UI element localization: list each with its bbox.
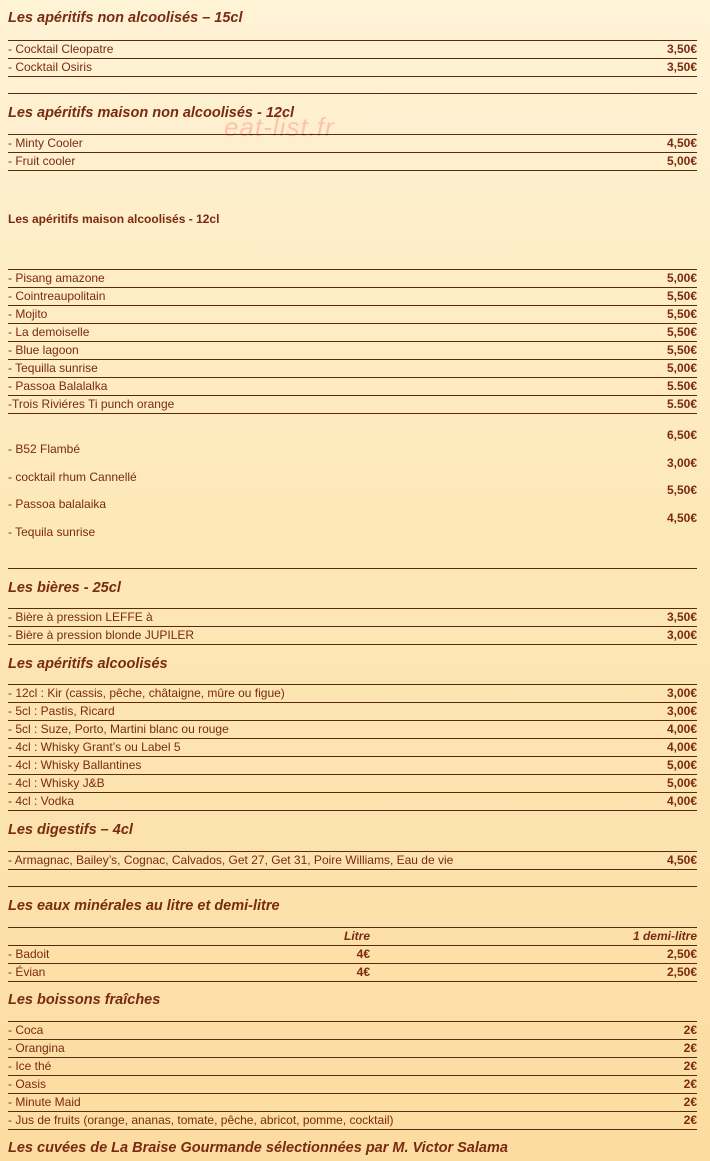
- menu-row: [8, 152, 697, 171]
- item-price: 4,00€: [666, 722, 697, 736]
- section-title-boissons-fraiches: Les boissons fraîches: [8, 992, 161, 1008]
- item-price: 5,00€: [666, 271, 697, 285]
- menu-row: [8, 756, 697, 775]
- item-price: 5,50€: [666, 307, 697, 321]
- menu-row: [8, 702, 697, 721]
- item-price: 2€: [683, 1023, 697, 1037]
- menu-row: [8, 287, 697, 306]
- item-name: - Cocktail Osiris: [8, 60, 93, 74]
- item-price: 5,50€: [666, 289, 697, 303]
- item-name: - Minty Cooler: [8, 136, 83, 150]
- item-price: 3,00€: [666, 456, 697, 470]
- item-price: 5,50€: [666, 343, 697, 357]
- item-price: 4,50€: [666, 136, 697, 150]
- item-price: 3,50€: [666, 610, 697, 624]
- section-title-aperitifs-alcoolises: Les apéritifs alcoolisés: [8, 656, 168, 672]
- item-price: 4,50€: [666, 853, 697, 867]
- item-name: - 4cl : Whisky Ballantines: [8, 758, 142, 772]
- watermark: eat-list.fr: [224, 112, 335, 142]
- item-name: - Bière à pression blonde JUPILER: [8, 628, 195, 642]
- item-name: - Passoa Balalalka: [8, 379, 108, 393]
- item-name: - Passoa balalaika: [8, 497, 107, 511]
- section-title-aperitifs-maison-alcoolises: Les apéritifs maison alcoolisés - 12cl: [8, 212, 220, 226]
- item-price: 5,00€: [666, 154, 697, 168]
- item-price: 2€: [683, 1077, 697, 1091]
- item-name: - Cointreaupolitain: [8, 289, 106, 303]
- item-price: 4,00€: [666, 740, 697, 754]
- menu-row: [8, 341, 697, 360]
- menu-row: [8, 1021, 697, 1040]
- menu-row: [8, 305, 697, 324]
- item-price: 5,00€: [666, 361, 697, 375]
- item-price: 5.50€: [666, 397, 697, 411]
- item-name: - Tequila sunrise: [8, 525, 96, 539]
- item-price: 5.50€: [666, 379, 697, 393]
- section-title-aperitifs-non-alcoolises: Les apéritifs non alcoolisés – 15cl: [8, 10, 243, 26]
- item-price: 6,50€: [666, 428, 697, 442]
- item-name: - 5cl : Suze, Porto, Martini blanc ou rouge: [8, 722, 229, 736]
- divider: [8, 886, 697, 887]
- menu-row: [8, 395, 697, 414]
- item-name: - Tequilla sunrise: [8, 361, 98, 375]
- column-header-demi-litre: 1 demi-litre: [632, 929, 697, 943]
- item-price: 2€: [683, 1113, 697, 1127]
- item-price: 3,50€: [666, 60, 697, 74]
- item-name: - Cocktail Cleopatre: [8, 42, 114, 56]
- item-name: - 5cl : Pastis, Ricard: [8, 704, 115, 718]
- item-name: - 4cl : Whisky J&B: [8, 776, 105, 790]
- item-name: - Jus de fruits (orange, ananas, tomate, pêche, abricot, pomme, cocktail): [8, 1113, 394, 1127]
- item-price-litre: 4€: [356, 947, 370, 961]
- menu-row: [8, 720, 697, 739]
- item-price: 2€: [683, 1041, 697, 1055]
- divider: [8, 93, 697, 94]
- item-name: - B52 Flambé: [8, 442, 81, 456]
- item-price: 2€: [683, 1095, 697, 1109]
- item-price: 5,00€: [666, 776, 697, 790]
- menu-row: [8, 774, 697, 793]
- item-price: 5,50€: [666, 483, 697, 497]
- menu-row: [8, 608, 697, 627]
- item-price: 4,50€: [666, 511, 697, 525]
- item-price: 2€: [683, 1059, 697, 1073]
- menu-row: [8, 851, 697, 870]
- menu-row: [8, 377, 697, 396]
- item-name: - 4cl : Vodka: [8, 794, 75, 808]
- item-name: - Orangina: [8, 1041, 65, 1055]
- item-price: 3,00€: [666, 686, 697, 700]
- item-name: - Badoit: [8, 947, 50, 961]
- section-title-bieres: Les bières - 25cl: [8, 580, 121, 596]
- menu-row: [8, 359, 697, 378]
- menu-row: [8, 1039, 697, 1058]
- item-price-litre: 4€: [356, 965, 370, 979]
- menu-row: [8, 1057, 697, 1076]
- menu-row: [8, 134, 697, 153]
- menu-row: [8, 1075, 697, 1094]
- menu-row: [8, 626, 697, 645]
- section-title-cuvees: Les cuvées de La Braise Gourmande sélectionnées par M. Victor Salama: [8, 1140, 508, 1156]
- item-name: - Pisang amazone: [8, 271, 105, 285]
- item-name: - 12cl : Kir (cassis, pêche, châtaigne, mûre ou figue): [8, 686, 285, 700]
- item-name: - Oasis: [8, 1077, 47, 1091]
- column-header-litre: Litre: [343, 929, 370, 943]
- item-name: - Minute Maid: [8, 1095, 81, 1109]
- item-price: 3,50€: [666, 42, 697, 56]
- item-name: - Ice thé: [8, 1059, 52, 1073]
- menu-row: [8, 1111, 697, 1130]
- item-price: 4,00€: [666, 794, 697, 808]
- item-price: 5,50€: [666, 325, 697, 339]
- menu-row: [8, 40, 697, 59]
- item-name: - Bière à pression LEFFE à: [8, 610, 153, 624]
- section-title-eaux-minerales: Les eaux minérales au litre et demi-litre: [8, 898, 280, 914]
- item-price: 3,00€: [666, 628, 697, 642]
- item-name: - 4cl : Whisky Grant’s ou Label 5: [8, 740, 181, 754]
- menu-row: [8, 323, 697, 342]
- section-title-aperitifs-maison-non-alcoolises: Les apéritifs maison non alcoolisés - 12cl: [8, 105, 295, 121]
- item-name: - Coca: [8, 1023, 44, 1037]
- item-price: 5,00€: [666, 758, 697, 772]
- section-title-digestifs: Les digestifs – 4cl: [8, 822, 133, 838]
- item-name: - La demoiselle: [8, 325, 90, 339]
- menu-row: [8, 58, 697, 77]
- item-name: - Mojito: [8, 307, 48, 321]
- menu-row: [8, 945, 697, 964]
- item-price: 3,00€: [666, 704, 697, 718]
- menu-row: [8, 738, 697, 757]
- item-name: - cocktail rhum Cannellé: [8, 470, 137, 484]
- menu-row: [8, 269, 697, 288]
- item-name: - Évian: [8, 965, 46, 979]
- menu-row: [8, 1093, 697, 1112]
- item-name: - Fruit cooler: [8, 154, 76, 168]
- menu-row: [8, 963, 697, 982]
- item-name: - Blue lagoon: [8, 343, 79, 357]
- item-price: 2,50€: [666, 947, 697, 961]
- menu-row: [8, 684, 697, 703]
- column-header-row: [8, 927, 697, 946]
- item-name: -Trois Riviéres Ti punch orange: [8, 397, 175, 411]
- item-name: - Armagnac, Bailey’s, Cognac, Calvados, Get 27, Get 31, Poire Williams, Eau de vie: [8, 853, 454, 867]
- divider: [8, 568, 697, 569]
- menu-row: [8, 792, 697, 811]
- item-price: 2,50€: [666, 965, 697, 979]
